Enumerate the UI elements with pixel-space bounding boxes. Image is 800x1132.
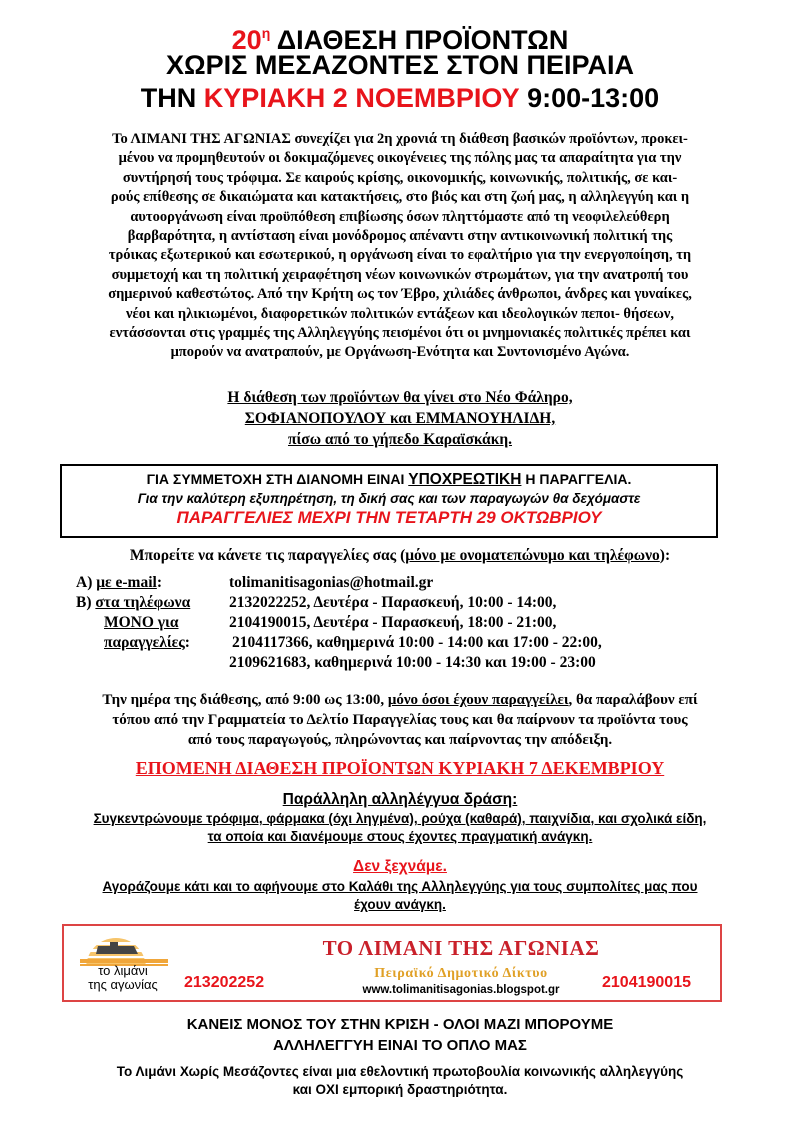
intro-line: συμμετοχή και τη πολιτική χειραφέτηση νέων κοινωνικών στρωμάτων, για την ανατροπή του — [111, 266, 689, 283]
phone-entry: 2104190015, Δευτέρα - Παρασκευή, 18:00 - 21:00, — [229, 614, 557, 631]
location-line-1: Η διάθεση των προϊόντων θα γίνει στο Νέο Φάληρο, — [227, 389, 573, 406]
slogan — [0, 1014, 800, 1056]
reminder-text: Αγοράζουμε κάτι και το αφήνουμε στο Καλάθι της Αλληλεγγύης για τους συμπολίτες μας που — [102, 879, 698, 894]
intro-line: εντάσσονται στις γραμμές της Αλληλεγγύης πεισμένοι ότι οι μνημονιακές πολιτικές πρέπει και — [109, 325, 691, 342]
location-line-2: ΣΟΦΙΑΝΟΠΟΥΛΟΥ και ΕΜΜΑΝΟΥΗΛΙΔΗ, — [244, 410, 556, 427]
intro-line: τρόικας εξωτερικού και εσωτερικού, η οργάνωση είναι το εφαλτήριο για την ενεργοποίηση, τη — [108, 247, 692, 264]
banner-title: ΤΟ ΛΙΜΑΝΙ ΤΗΣ ΑΓΩΝΙΑΣ — [322, 936, 600, 960]
location-line-3: πίσω από το γήπεδο Καραϊσκάκη. — [288, 431, 512, 448]
reminder-heading: Δεν ξεχνάμε. — [353, 858, 447, 875]
phone-entry: 2109621683, καθημερινά 10:00 - 14:30 και 19:00 - 23:00 — [229, 654, 596, 671]
solidarity-text: Συγκεντρώνουμε τρόφιμα, φάρμακα (όχι ληγμένα), ρούχα (καθαρά), παιχνίδια, και σχολικά είδη, — [93, 811, 707, 826]
notice-mandatory: ΥΠΟΧΡΕΩΤΙΚΗ — [408, 471, 522, 488]
intro-line: συντήρησή τους τρόφιμα. Σε καιρούς κρίσης, οικονομικής, κοινωνικής, πολιτικής, σε και- — [122, 169, 678, 186]
mandatory-order-notice — [60, 464, 718, 538]
order-email-link[interactable]: tolimanitisagonias@hotmail.gr — [229, 574, 434, 591]
intro-line: βαρβαρότητα, η αντίσταση είναι μονόδρομος απέναντι στην αντικοινωνική πολιτική της — [127, 228, 673, 245]
title-line-3: ΤΗΝ ΚΥΡΙΑΚΗ 2 ΝΟΕΜΒΡΙΟΥ 9:00-13:00 — [140, 83, 660, 113]
notice-line-1: ΓΙΑ ΣΥΜΜΕΤΟΧΗ ΣΤΗ ΔΙΑΝΟΜΗ ΕΙΝΑΙ ΥΠΟΧΡΕΩΤΙΚΗ Η ΠΑΡΑΓΓΕΛΙΑ. — [146, 471, 632, 488]
phone-entry: 2104117366, καθημερινά 10:00 - 14:00 και 17:00 - 22:00, — [232, 634, 602, 651]
notice-line-2: Για την καλύτερη εξυπηρέτηση, τη δική σας και των παραγωγών θα δεχόμαστε — [137, 491, 641, 506]
banner-phone-left: 213202252 — [184, 974, 265, 991]
location-block — [0, 387, 800, 450]
organization-banner — [62, 924, 722, 1002]
logo-caption: το λιμάνι της αγωνίας — [88, 963, 158, 992]
reminder-text: έχουν ανάγκη. — [354, 897, 446, 912]
edition-number: $20^\eta$ — [231, 25, 271, 55]
intro-line: Το ΛΙΜΑΝΙ ΤΗΣ ΑΓΩΝΙΑΣ συνεχίζει για 2η χρονιά τη διάθεση βασικών προϊόντων, προκει- — [112, 131, 688, 147]
intro-paragraph — [40, 130, 760, 363]
intro-line: μπορούν να ανατραπούν, με Οργάνωση-Ενότητα και Συντονισμένο Αγώνα. — [170, 344, 630, 361]
phone-entry: 2132022252, Δευτέρα - Παρασκευή, 10:00 - 14:00, — [229, 594, 557, 611]
intro-line: ρούς επίθεσης σε δικαιώματα και κατακτήσεις, στο βιός και στη ζωή μας, η αλληλεγγύη και η — [110, 189, 690, 206]
banner-blog-link[interactable]: www.tolimanitisagonias.blogspot.gr — [362, 984, 560, 996]
distribution-day-info: Την ημέρα της διάθεσης, από 9:00 ως 13:00, μόνο όσοι έχουν παραγγείλει, θα παραλάβουν επί τόπου από την Γραμματεία το Δελτίο Παραγγελίας τους και θα παίρνουν τα προϊόντα τους από τους παραγωγούς, πληρώνοντας και παίρνοντας την απόδειξη. — [102, 692, 698, 748]
footer-disclaimer: Το Λιμάνι Χωρίς Μεσάζοντες είναι μια εθελοντική πρωτοβουλία κοινωνικής αλληλεγγύης και ΟΧΙ εμπορική δραστηριότητα. — [116, 1064, 684, 1097]
solidarity-section — [0, 790, 800, 846]
banner-phone-right: 2104190015 — [602, 974, 691, 991]
slogan-line-2: ΑΛΛΗΛΕΓΓΥΗ ΕΙΝΑΙ ΤΟ ΟΠΛΟ ΜΑΣ — [273, 1037, 527, 1054]
event-time: 9:00-13:00 — [519, 83, 660, 113]
solidarity-heading: Παράλληλη αλληλέγγυα δράση: — [282, 791, 518, 808]
orders-intro: Μπορείτε να κάνετε τις παραγγελίες σας (μόνο με ονοματεπώνυμο και τηλέφωνο): — [129, 547, 671, 564]
next-event-announcement: ΕΠΟΜΕΝΗ ΔΙΑΘΕΣΗ ΠΡΟΪΟΝΤΩΝ ΚΥΡΙΑΚΗ 7 ΔΕΚΕΜΒΡΙΟΥ — [135, 758, 665, 778]
solidarity-text: τα οποία και διανέμουμε στους έχοντες πραγματική ανάγκη. — [207, 829, 593, 844]
intro-line: μένου να προμηθευτούν οι δοκιμαζόμενες οικογένειες της πόλης μας τα απαραίτητα για την — [118, 150, 682, 167]
reminder-section — [0, 856, 800, 914]
intro-line: αυτοοργάνωση είναι προϋπόθεση επιβίωσης όσων πληττόμαστε από τη νεοφιλελεύθερη — [130, 208, 670, 225]
order-deadline: ΠΑΡΑΓΓΕΛΙΕΣ ΜΕΧΡΙ ΤΗΝ ΤΕΤΑΡΤΗ 29 ΟΚΤΩΒΡΙΟΥ — [176, 508, 602, 527]
title-line-1: $20^\eta$ ΔΙΑΘΕΣΗ ΠΡΟΪΟΝΤΩΝ — [231, 25, 569, 55]
event-date: ΚΥΡΙΑΚΗ 2 ΝΟΕΜΒΡΙΟΥ — [203, 83, 520, 113]
banner-subtitle: Πειραϊκό Δημοτικό Δίκτυο — [374, 966, 548, 981]
intro-line: νέοι και ηλικιωμένοι, διαφορετικών πολιτικών εντάξεων και ιδεολογικών πεποι- θήσεων, — [126, 305, 674, 322]
intro-line: σημερινού καθεστώτος. Από την Κρήτη ως τον Έβρο, χιλιάδες άνθρωποι, άνδρες και γυναίκες, — [108, 286, 692, 303]
slogan-line-1: ΚΑΝΕΙΣ ΜΟΝΟΣ ΤΟΥ ΣΤΗΝ ΚΡΙΣΗ - ΟΛΟΙ ΜΑΖΙ ΜΠΟΡΟΥΜΕ — [186, 1016, 614, 1033]
title-line-2: ΧΩΡΙΣ ΜΕΣΑΖΟΝΤΕΣ ΣΤΟΝ ΠΕΙΡΑΙΑ — [166, 50, 634, 80]
